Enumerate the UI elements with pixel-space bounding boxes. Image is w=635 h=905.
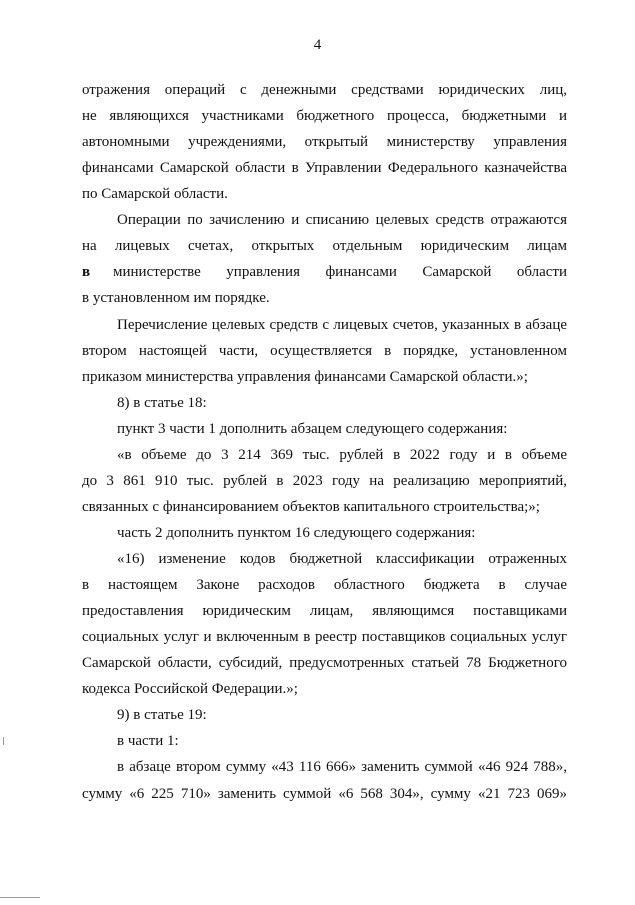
text-line: 9) в статье 19: xyxy=(117,707,207,723)
scan-mark xyxy=(0,897,40,898)
text-line: отражения операций с денежными средствами юридических лиц, xyxy=(82,82,567,98)
text-line: сумму «6 225 710» заменить суммой «6 568 304», сумму «21 723 069» xyxy=(82,786,567,802)
text-line: «в объеме до 3 214 369 тыс. рублей в 2022 году и в объеме xyxy=(117,447,567,463)
text-line: министерстве управления финансами Самарской области xyxy=(113,264,567,280)
page-number: 4 xyxy=(313,37,322,53)
text-line: социальных услуг и включенным в реестр поставщиков социальных услуг xyxy=(82,629,567,645)
text-line: финансами Самарской области в Управлении Федерального казначейства xyxy=(82,160,567,176)
text-line: 8) в статье 18: xyxy=(117,395,207,411)
text-line: Самарской области, субсидий, предусмотренных статьей 78 Бюджетного xyxy=(82,655,567,671)
text-line: на лицевых счетах, открытых отдельным юридическим лицам xyxy=(82,238,567,254)
text-line: «16) изменение кодов бюджетной классификации отраженных xyxy=(117,551,567,567)
text-line-preposition: в xyxy=(82,264,91,280)
text-line: пункт 3 части 1 дополнить абзацем следующего содержания: xyxy=(117,421,508,437)
text-line: в части 1: xyxy=(117,733,179,749)
text-line: часть 2 дополнить пунктом 16 следующего содержания: xyxy=(117,525,476,541)
text-line: Перечисление целевых средств с лицевых счетов, указанных в абзаце xyxy=(117,317,567,333)
text-line: по Самарской области. xyxy=(82,186,228,202)
text-line: автономными учреждениями, открытый министерству управления xyxy=(82,134,567,150)
text-line: в настоящем Законе расходов областного бюджета в случае xyxy=(82,577,567,593)
text-line: в абзаце втором сумму «43 116 666» заменить суммой «46 924 788», xyxy=(117,759,567,775)
scan-mark xyxy=(3,737,4,745)
text-line: приказом министерства управления финансами Самарской области.»; xyxy=(82,369,528,385)
text-line: предоставления юридическим лицам, являющимся поставщиками xyxy=(82,603,567,619)
text-line: до 3 861 910 тыс. рублей в 2023 году на реализацию мероприятий, xyxy=(82,473,567,489)
text-line: в установленном им порядке. xyxy=(82,290,270,306)
text-line: Операции по зачислению и списанию целевых средств отражаются xyxy=(117,212,567,228)
text-line: втором настоящей части, осуществляется в порядке, установленном xyxy=(82,343,567,359)
text-line: связанных с финансированием объектов капитального строительства;»; xyxy=(82,499,540,515)
text-line: не являющихся участниками бюджетного процесса, бюджетными и xyxy=(82,108,567,124)
text-line: кодекса Российской Федерации.»; xyxy=(82,681,298,697)
